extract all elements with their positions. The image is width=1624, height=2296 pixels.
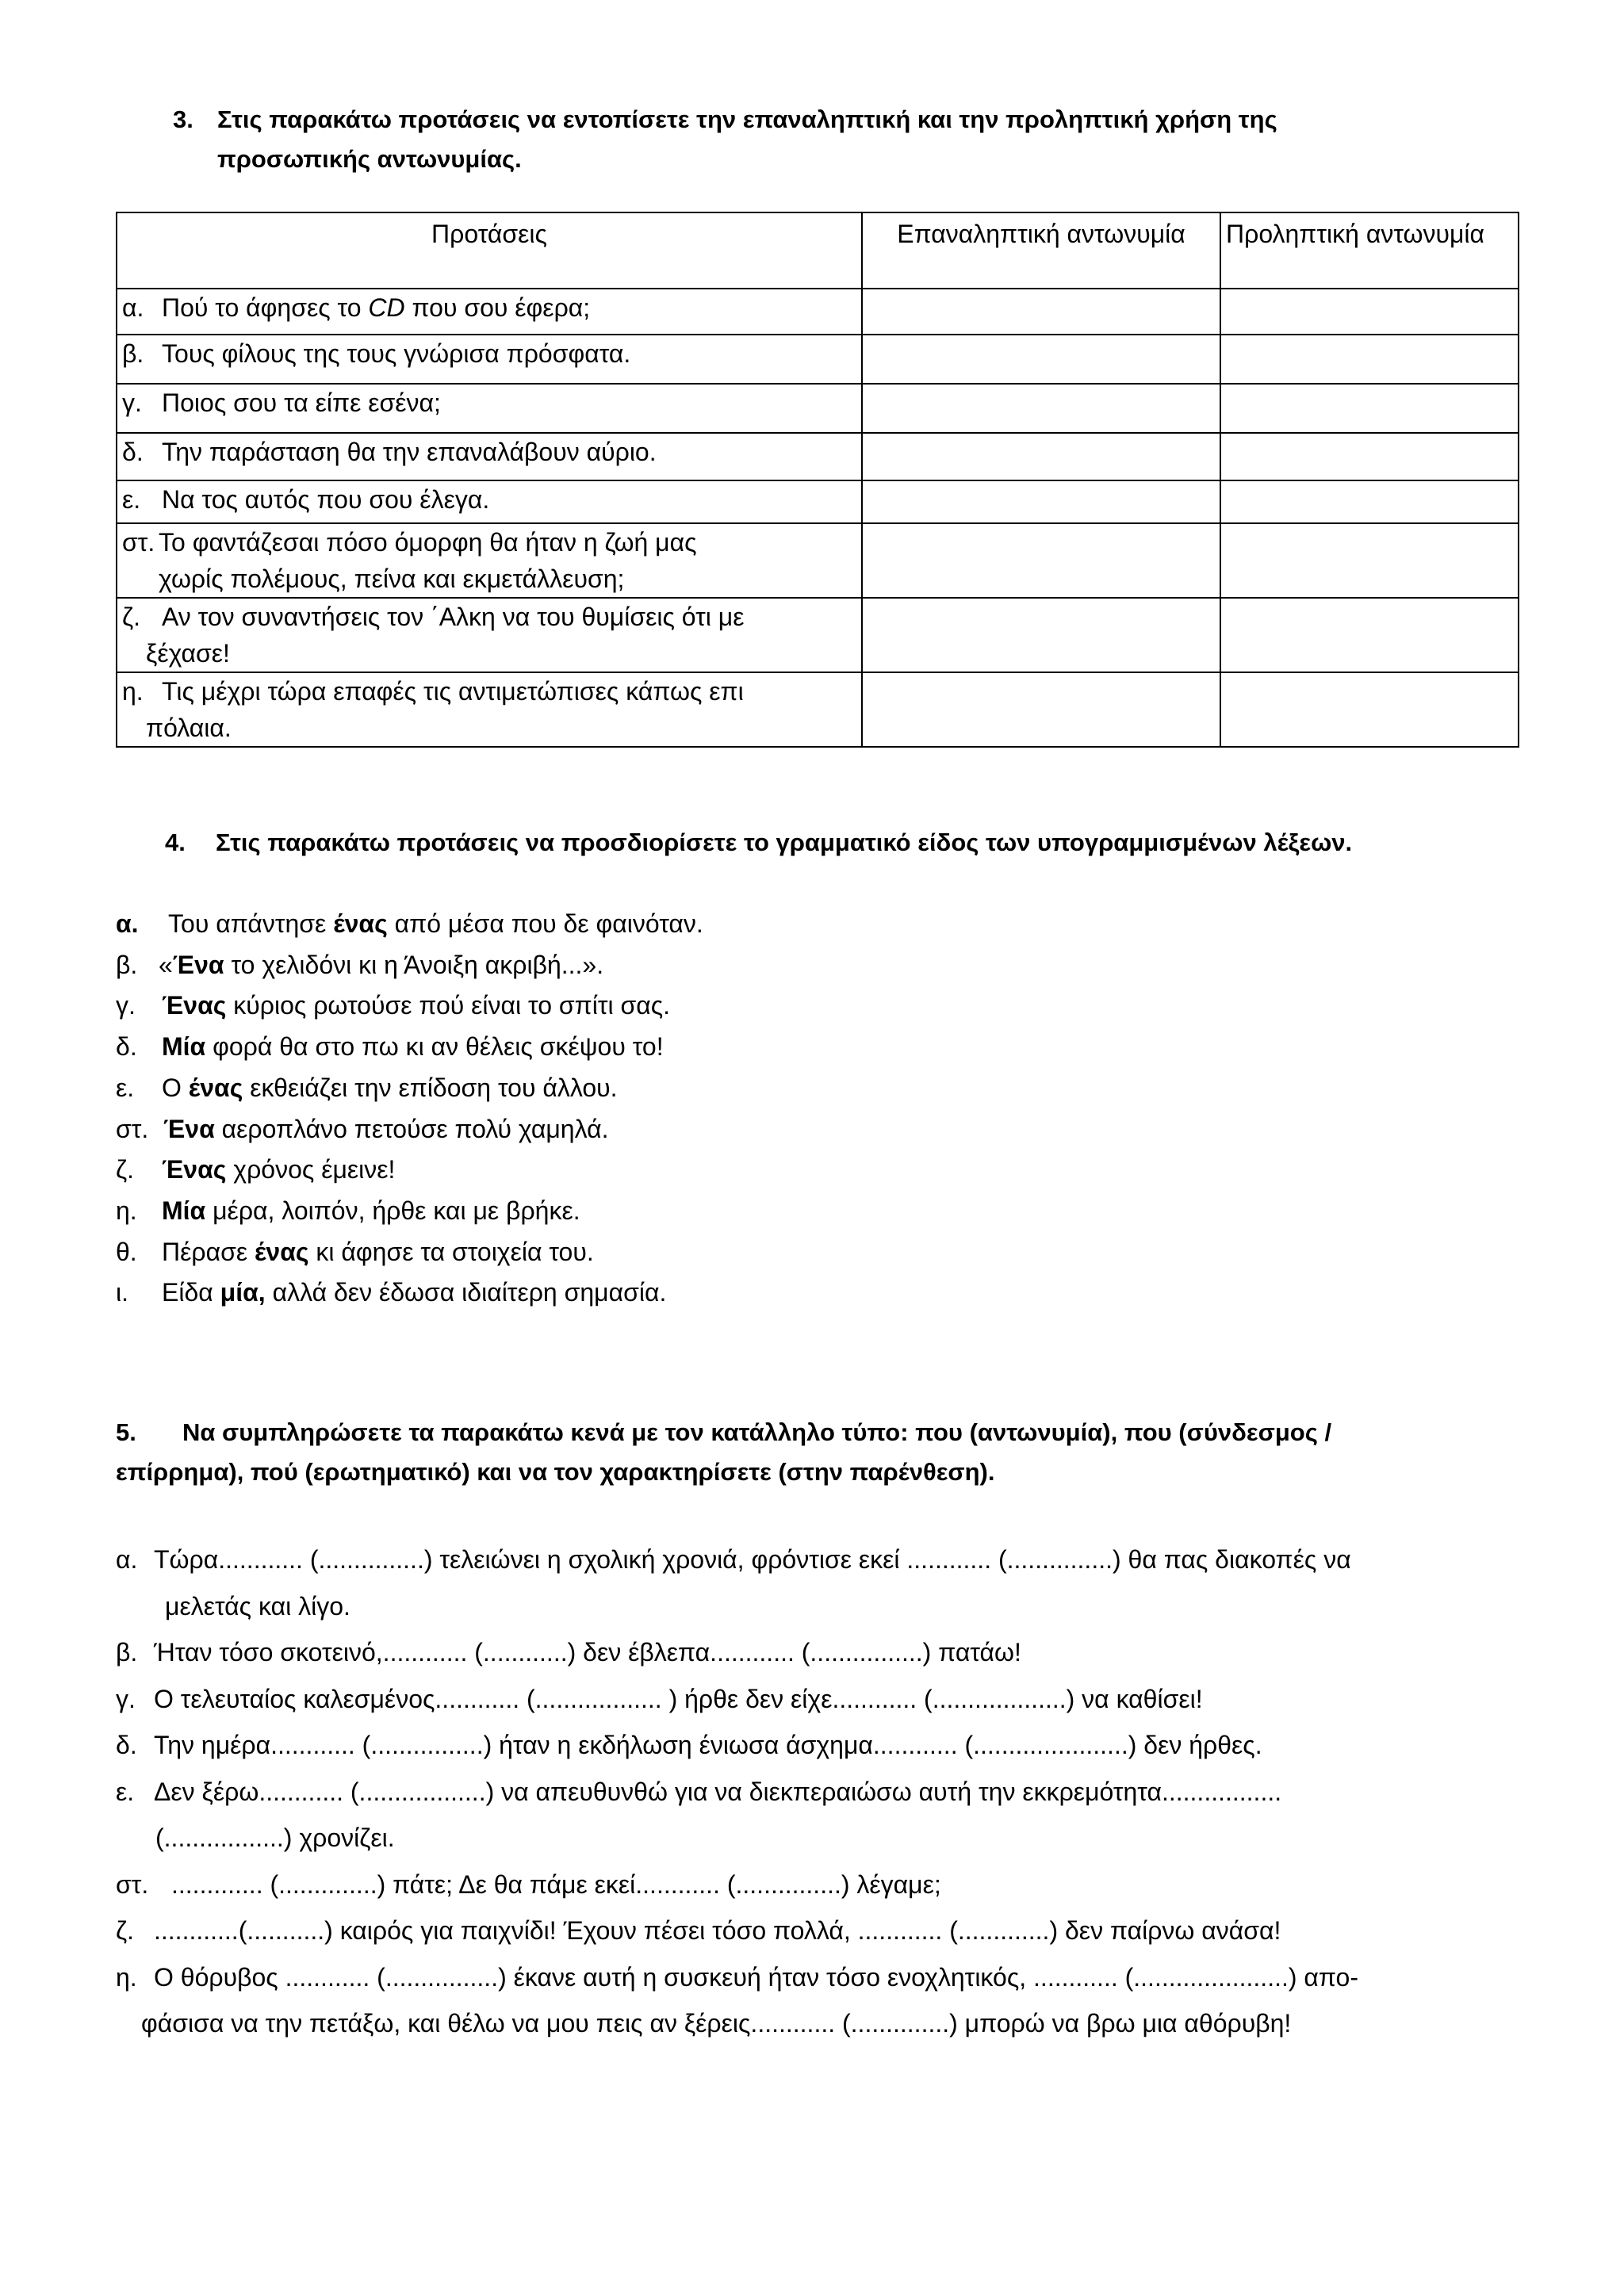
sentence-text-part: Την παράσταση θα την επαναλάβουν αύριο.: [162, 438, 657, 466]
list-item: [116, 1629, 1358, 1676]
item-text: Τώρα............ (...............) τελειώνει η σχολική χρονιά, φρόντισε εκεί ............ (...............) θα πας διακοπές να: [154, 1545, 1351, 1574]
item-label: γ.: [116, 1684, 136, 1713]
item-label: ε.: [116, 1777, 135, 1806]
sentence-text-part: Τις μέχρι τώρα επαφές τις αντιμετώπισες κάπως επι: [162, 677, 744, 706]
exercise-3-title-line-2: προσωπικής αντωνυμίας.: [217, 145, 522, 173]
item-text-part: μέρα, λοιπόν, ήρθε και με βρήκε.: [205, 1196, 580, 1225]
header-sentences: Προτάσεις: [117, 212, 862, 289]
underlined-word: Ένα: [163, 1114, 215, 1143]
item-label: στ.: [116, 1869, 149, 1899]
repetitive-answer-cell[interactable]: [862, 480, 1220, 523]
proleptic-answer-cell[interactable]: [1220, 480, 1519, 523]
sentence-label: στ.: [122, 528, 155, 557]
list-item: [116, 1150, 703, 1191]
repetitive-answer-cell[interactable]: [862, 523, 1220, 598]
underlined-word: Ένας: [162, 991, 227, 1020]
list-item: [116, 1954, 1358, 2047]
exercise-5-title-line-1: Να συμπληρώσετε τα παρακάτω κενά με τον κατάλληλο τύπο: που (αντωνυμία), που (σύνδεσμος /: [182, 1418, 1332, 1446]
item-label: ε.: [116, 1073, 135, 1102]
item-text: ............(...........) καιρός για παιχνίδι! Έχουν πέσει τόσο πολλά, ............ (.............) δεν παίρνω ανάσα!: [154, 1916, 1281, 1945]
underlined-word: μία,: [220, 1278, 266, 1307]
table-row: [117, 289, 1519, 335]
sentence-text: [122, 385, 856, 421]
list-item: [116, 1722, 1358, 1769]
sentence-label: η.: [122, 677, 144, 706]
table-header-row: [117, 212, 1519, 289]
sentence-text: [122, 481, 856, 518]
sentence-label: ε.: [122, 485, 141, 514]
sentence-text: [122, 289, 856, 326]
item-label: α.: [116, 909, 139, 938]
item-text-part: κι άφησε τα στοιχεία του.: [308, 1237, 594, 1266]
sentence-cell: [117, 598, 862, 672]
sentence-label: ζ.: [122, 603, 140, 631]
exercise-4-number: 4.: [165, 828, 186, 856]
sentence-cell: [117, 433, 862, 480]
item-label: α.: [116, 1545, 138, 1574]
list-item: [116, 1027, 703, 1068]
table-row: [117, 433, 1519, 480]
sentence-text-part: Το φαντάζεσαι πόσο όμορφη θα ήταν η ζωή μας: [159, 528, 697, 557]
proleptic-answer-cell[interactable]: [1220, 384, 1519, 433]
underlined-word: Ένα: [172, 950, 224, 979]
item-text-part: Ο: [162, 1073, 189, 1102]
table-row: [117, 672, 1519, 747]
header-repetitive-pronoun: Επαναληπτική αντωνυμία: [862, 212, 1220, 289]
underlined-word: Μία: [162, 1032, 206, 1062]
table-row: [117, 480, 1519, 523]
list-item: [116, 985, 703, 1027]
underlined-word: Μία: [162, 1196, 206, 1225]
list-item: [116, 1272, 703, 1314]
list-item: [116, 1676, 1358, 1723]
table-row: [117, 335, 1519, 384]
exercise-3-table-body: [117, 289, 1519, 747]
item-text-part: «: [159, 950, 173, 979]
item-label: β.: [116, 1638, 138, 1667]
sentence-text-part: Να τος αυτός που σου έλεγα.: [162, 485, 490, 514]
item-text: Ήταν τόσο σκοτεινό,............ (............) δεν έβλεπα............ (................) πατάω!: [154, 1638, 1021, 1667]
item-text-continuation: μελετάς και λίγο.: [165, 1591, 350, 1621]
item-text-part: Είδα: [162, 1278, 220, 1307]
sentence-cell: [117, 335, 862, 384]
item-label: δ.: [116, 1731, 137, 1759]
exercise-5-heading: [116, 1413, 1511, 1492]
list-item: [116, 1109, 703, 1150]
list-item: [116, 1862, 1358, 1908]
sentence-text-continuation: χωρίς πολέμους, πείνα και εκμετάλλευση;: [159, 564, 625, 593]
item-label: η.: [116, 1962, 137, 1992]
item-text-continuation: φάσισα να την πετάξω, και θέλω να μου πεις αν ξέρεις............ (..............) μπορώ να βρω μια αθόρυβη!: [141, 2009, 1292, 2038]
list-item: [116, 1191, 703, 1232]
exercise-5-title-line-2: επίρρημα), πού (ερωτηματικό) και να τον χαρακτηρίσετε (στην παρένθεση).: [116, 1458, 995, 1486]
sentence-text: [122, 434, 856, 470]
sentence-text-part: Ποιος σου τα είπε εσένα;: [162, 388, 441, 417]
proleptic-answer-cell[interactable]: [1220, 289, 1519, 335]
item-text-part: αεροπλάνο πετούσε πολύ χαμηλά.: [214, 1114, 609, 1143]
list-item: [116, 904, 703, 945]
item-text-part: Του απάντησε: [168, 909, 334, 938]
proleptic-answer-cell[interactable]: [1220, 335, 1519, 384]
item-text-part: κύριος ρωτούσε πού είναι το σπίτι σας.: [226, 991, 671, 1020]
sentence-text-part: που σου έφερα;: [404, 293, 591, 322]
exercise-3-heading: [173, 100, 1442, 179]
item-text-part: το χελιδόνι κι η Άνοιξη ακριβή...».: [224, 950, 604, 979]
proleptic-answer-cell[interactable]: [1220, 523, 1519, 598]
repetitive-answer-cell[interactable]: [862, 672, 1220, 747]
sentence-italic-word: CD: [368, 293, 405, 322]
item-label: β.: [116, 950, 138, 979]
list-item: [116, 1068, 703, 1109]
list-item: [116, 945, 703, 986]
header-proleptic-pronoun: Προληπτική αντωνυμία: [1220, 212, 1519, 289]
item-text-part: από μέσα που δε φαινόταν.: [387, 909, 703, 938]
item-label: ζ.: [116, 1916, 134, 1945]
sentence-cell: [117, 384, 862, 433]
item-label: στ.: [116, 1114, 149, 1143]
underlined-word: ένας: [188, 1073, 243, 1102]
sentence-text-part: Τους φίλους της τους γνώρισα πρόσφατα.: [162, 339, 631, 368]
sentence-text-part: Αν τον συναντήσεις τον ΄Αλκη να του θυμίσεις ότι με: [162, 603, 745, 631]
sentence-text: [122, 673, 856, 710]
proleptic-answer-cell[interactable]: [1220, 598, 1519, 672]
underlined-word: Ένας: [162, 1155, 227, 1184]
exercise-5-list: [116, 1536, 1358, 2047]
sentence-label: β.: [122, 339, 144, 368]
item-text-part: εκθειάζει την επίδοση του άλλου.: [243, 1073, 618, 1102]
item-label: θ.: [116, 1237, 137, 1266]
proleptic-answer-cell[interactable]: [1220, 433, 1519, 480]
sentence-text-part: Πού το άφησες το: [162, 293, 369, 322]
repetitive-answer-cell[interactable]: [862, 598, 1220, 672]
sentence-label: γ.: [122, 388, 142, 417]
underlined-word: ένας: [333, 909, 388, 938]
repetitive-answer-cell[interactable]: [862, 289, 1220, 335]
list-item: [116, 1232, 703, 1273]
repetitive-answer-cell[interactable]: [862, 335, 1220, 384]
sentence-text: [122, 599, 856, 635]
item-text: Δεν ξέρω............ (..................) να απευθυνθώ για να διεκπεραιώσω αυτή την εκκρεμότητα.................: [154, 1777, 1282, 1806]
repetitive-answer-cell[interactable]: [862, 384, 1220, 433]
sentence-cell: [117, 480, 862, 523]
item-label: η.: [116, 1196, 137, 1225]
item-text: ............. (..............) πάτε; Δε θα πάμε εκεί............ (...............) λέγαμε;: [171, 1869, 941, 1899]
exercise-4-list: [116, 904, 703, 1314]
list-item: [116, 1769, 1358, 1862]
exercise-4-heading: [165, 823, 1352, 863]
table-row: [117, 384, 1519, 433]
item-text: Την ημέρα............ (................) ήταν η εκδήλωση ένιωσα άσχημα............ (......................) δεν ήρθες.: [154, 1731, 1262, 1759]
sentence-label: δ.: [122, 438, 144, 466]
sentence-text-continuation: ξέχασε!: [146, 639, 230, 668]
item-text-part: Πέρασε: [162, 1237, 255, 1266]
item-text-part: χρόνος έμεινε!: [226, 1155, 396, 1184]
list-item: [116, 1536, 1358, 1629]
sentence-cell: [117, 672, 862, 747]
repetitive-answer-cell[interactable]: [862, 433, 1220, 480]
exercise-4-title: Στις παρακάτω προτάσεις να προσδιορίσετε το γραμματικό είδος των υπογραμμισμένων λέξεων.: [216, 828, 1353, 856]
exercise-3-title-line-1: Στις παρακάτω προτάσεις να εντοπίσετε την επαναληπτική και την προληπτική χρήση της: [217, 105, 1277, 133]
table-row: [117, 598, 1519, 672]
item-text: Ο θόρυβος ............ (................) έκανε αυτή η συσκευή ήταν τόσο ενοχλητικός, ............ (......................) απο-: [154, 1962, 1358, 1992]
table-row: [117, 523, 1519, 598]
underlined-word: ένας: [254, 1237, 309, 1266]
exercise-3-table: [116, 212, 1519, 748]
proleptic-answer-cell[interactable]: [1220, 672, 1519, 747]
item-text-part: αλλά δεν έδωσα ιδιαίτερη σημασία.: [265, 1278, 667, 1307]
list-item: [116, 1908, 1358, 1954]
item-text-continuation: (.................) χρονίζει.: [155, 1823, 395, 1852]
exercise-3-number: 3.: [173, 105, 193, 133]
item-label: δ.: [116, 1032, 137, 1062]
item-label: ι.: [116, 1278, 128, 1307]
sentence-text: [122, 524, 856, 561]
item-text: Ο τελευταίος καλεσμένος............ (.................. ) ήρθε δεν είχε............ (...................) να καθίσει!: [154, 1684, 1203, 1713]
sentence-label: α.: [122, 293, 144, 322]
sentence-cell: [117, 289, 862, 335]
item-label: ζ.: [116, 1155, 134, 1184]
exercise-5-number: 5.: [116, 1418, 136, 1446]
sentence-text-continuation: πόλαια.: [146, 714, 232, 742]
item-label: γ.: [116, 991, 136, 1020]
sentence-text: [122, 335, 856, 372]
item-text-part: φορά θα στο πω κι αν θέλεις σκέψου το!: [205, 1032, 664, 1062]
sentence-cell: [117, 523, 862, 598]
